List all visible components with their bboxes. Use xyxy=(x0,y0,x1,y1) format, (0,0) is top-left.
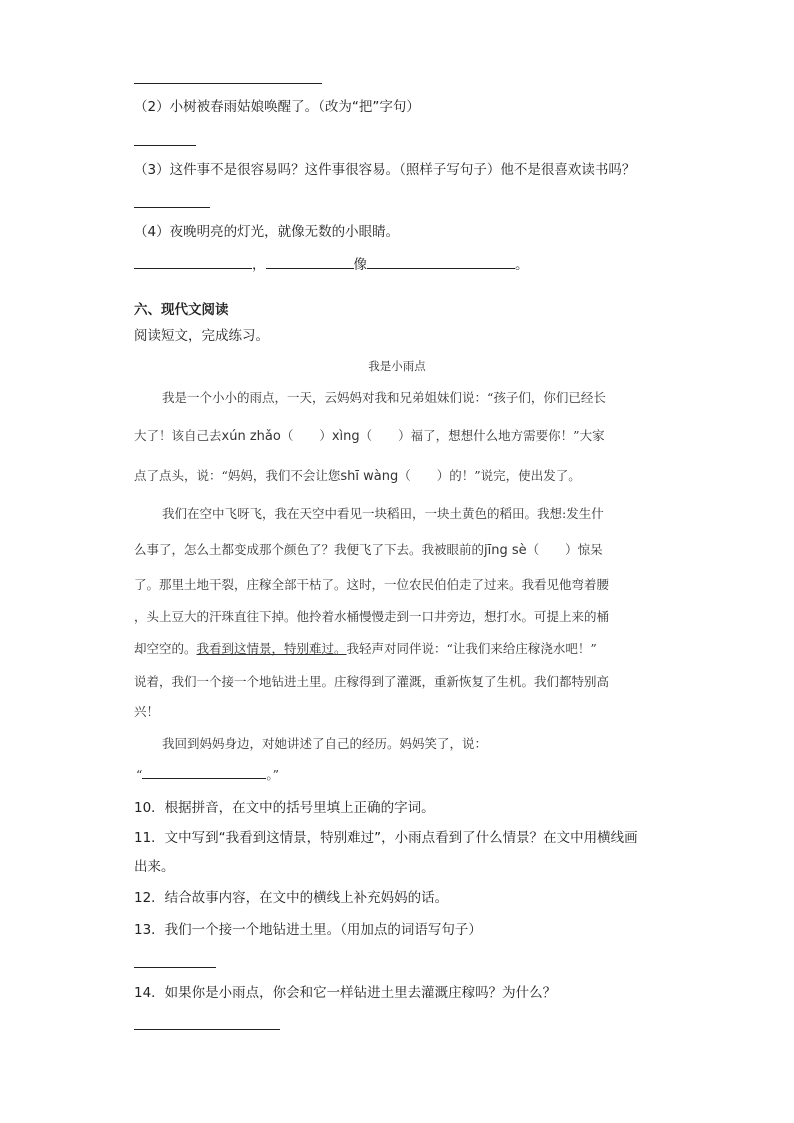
passage-line-11: 我回到妈妈身边，对她讲述了自己的经历。妈妈笑了，说： xyxy=(162,736,488,751)
answer-line-13[interactable] xyxy=(134,967,216,968)
paren-open: （ xyxy=(526,542,540,557)
text-segment: 的！”说完，使出发了。 xyxy=(449,468,581,483)
text-segment: 惊呆 xyxy=(577,542,603,557)
text-segment: 却空空的。 xyxy=(134,641,197,656)
text-segment: 点了点头，说：“妈妈，我们不会让您 xyxy=(134,468,341,483)
blank-4c[interactable] xyxy=(367,254,515,269)
question-12: 12．结合故事内容，在文中的横线上补充妈妈的话。 xyxy=(134,890,449,906)
underlined-sentence: 我看到这情景，特别难过。 xyxy=(196,641,347,656)
paren-close: ） xyxy=(398,428,411,443)
question-10: 10．根据拼音，在文中的括号里填上正确的字词。 xyxy=(134,800,435,816)
passage-line-4: 我们在空中飞呀飞，我在天空中看见一块稻田，一块土黄色的稻田。我想:发生什 xyxy=(162,506,604,521)
question-11: 11．文中写到“我看到这情景，特别难过”，小雨点看到了什么情景？在文中用横线画 xyxy=(134,830,638,846)
passage-line-5 xyxy=(134,540,603,561)
fill-comma: ， xyxy=(252,257,266,273)
passage-title: 我是小雨点 xyxy=(368,359,426,373)
text-segment: 么事了，怎么土都变成那个颜色了？我便飞了下去。我被眼前的 xyxy=(134,542,485,557)
section-instruction: 阅读短文，完成练习。 xyxy=(134,328,269,344)
fill-period: 。 xyxy=(515,257,529,273)
question-4-fill xyxy=(134,254,529,275)
pinyin-1: xún zhǎo xyxy=(221,429,281,444)
text-segment: 福了，想想什么地方需要你！”大家 xyxy=(410,428,605,443)
passage-line-6: 了。那里土地干裂，庄稼全部干枯了。这时，一位农民伯伯走了过来。我看见他弯着腰 xyxy=(134,577,610,592)
question-4: （4）夜晚明亮的灯光，就像无数的小眼睛。 xyxy=(134,224,400,240)
question-2: （2）小树被春雨姑娘唤醒了。（改为“把”字句） xyxy=(134,99,420,115)
paren-close: ） xyxy=(319,428,332,443)
passage-line-8 xyxy=(134,639,597,659)
paren-open: （ xyxy=(359,428,373,443)
answer-line-3[interactable] xyxy=(134,207,210,208)
answer-line-2[interactable] xyxy=(134,145,196,146)
passage-line-10: 兴！ xyxy=(134,704,160,719)
text-segment: 大了！该自己去 xyxy=(134,428,222,443)
passage-line-12 xyxy=(136,764,279,785)
passage-line-9: 说着，我们一个接一个地钻进土里。庄稼得到了灌溉，重新恢复了生机。我们都特别高 xyxy=(134,674,610,689)
question-3: （3）这件事不是很容易吗？这件事很容易。（照样子写句子）他不是很喜欢读书吗？ xyxy=(134,162,636,178)
paren-open: （ xyxy=(280,428,294,443)
fill-xiang: 像 xyxy=(353,257,367,273)
paren-open: （ xyxy=(398,468,411,483)
paren-close: ） xyxy=(565,542,578,557)
quote-open: “ xyxy=(136,767,143,782)
question-13: 13．我们一个接一个地钻进土里。（用加点的词语写句子） xyxy=(134,922,482,938)
answer-line-14[interactable] xyxy=(134,1029,280,1030)
question-11-cont: 出来。 xyxy=(134,859,175,875)
passage-line-2 xyxy=(134,426,605,447)
pinyin-3: shī wàng xyxy=(340,469,399,484)
passage-line-1: 我是一个小小的雨点，一天，云妈妈对我和兄弟姐妹们说：“孩子们，你们已经长 xyxy=(162,390,606,405)
passage-line-7: ，头上豆大的汗珠直往下掉。他拎着水桶慢慢走到一口井旁边，想打水。可提上来的桶 xyxy=(134,609,610,624)
answer-line-1[interactable] xyxy=(134,83,322,84)
pinyin-2: xìng xyxy=(331,429,360,444)
section-title: 六、现代文阅读 xyxy=(134,302,229,318)
quote-close: 。” xyxy=(266,767,280,782)
pinyin-4: jīng sè xyxy=(484,543,527,558)
blank-4b[interactable] xyxy=(266,254,354,269)
blank-mother-words[interactable] xyxy=(142,764,266,779)
text-segment: 我轻声对同伴说：“让我们来给庄稼浇水吧！” xyxy=(346,641,597,656)
passage-line-3 xyxy=(134,466,581,487)
paren-close: ） xyxy=(436,468,450,483)
blank-4a[interactable] xyxy=(134,254,252,269)
question-14: 14．如果你是小雨点，你会和它一样钻进土里去灌溉庄稼吗？为什么？ xyxy=(134,985,557,1001)
